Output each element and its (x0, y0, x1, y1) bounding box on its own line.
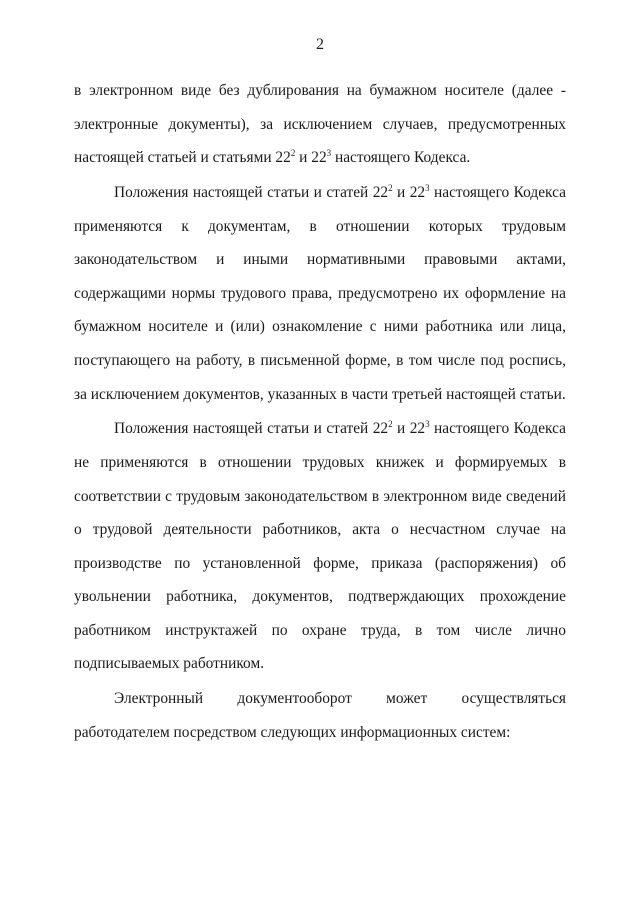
text-line: Положения настоящей статьи и статей $22^2$ и $22^3$ настоящего Кодекса (114, 419, 567, 438)
text-line: производстве по установленной форме, приказа (распоряжения) об (74, 554, 566, 572)
text-line: законодательством и иными нормативными правовыми актами, (74, 251, 566, 269)
page-number: 2 (316, 36, 324, 53)
text-line: подписываемых работником. (74, 655, 265, 673)
paragraph-3 (74, 412, 566, 681)
text-line: работодателем посредством следующих информационных систем: (74, 723, 511, 741)
paragraph-4 (74, 682, 566, 749)
text-line: Электронный документооборот может осуществляться (114, 690, 566, 708)
text-line: не применяются в отношении трудовых книжек и формируемых в (74, 453, 566, 471)
text-line: поступающего на работу, в письменной форме, в том числе под роспись, (74, 351, 566, 369)
paragraph-2 (74, 176, 566, 411)
text-line: в электронном виде без дублирования на бумажном носителе (далее - (74, 82, 566, 99)
document-body (74, 74, 566, 749)
text-line: бумажном носителе и (или) ознакомление с ними работника или лица, (74, 318, 566, 336)
text-line: Положения настоящей статьи и статей $22^2$ и $22^3$ настоящего Кодекса (114, 182, 567, 201)
text-line: увольнении работника, документов, подтверждающих прохождение (74, 588, 566, 606)
text-line: настоящей статьей и статьями $22^2$ и $22^3$ настоящего Кодекса. (74, 148, 471, 167)
text-line: о трудовой деятельности работников, акта о несчастном случае на (74, 521, 566, 539)
text-line: применяются к документам, в отношении которых трудовым (74, 217, 566, 235)
text-line: электронные документы), за исключением случаев, предусмотренных (74, 115, 566, 133)
text-line: содержащими нормы трудового права, предусмотрено их оформление на (74, 284, 566, 302)
text-line: работником инструктажей по охране труда, в том числе лично (74, 621, 566, 639)
text-line: соответствии с трудовым законодательством в электронном виде сведений (74, 487, 566, 505)
text-line: за исключением документов, указанных в части третьей настоящей статьи. (74, 385, 566, 403)
paragraph-1 (74, 74, 566, 175)
